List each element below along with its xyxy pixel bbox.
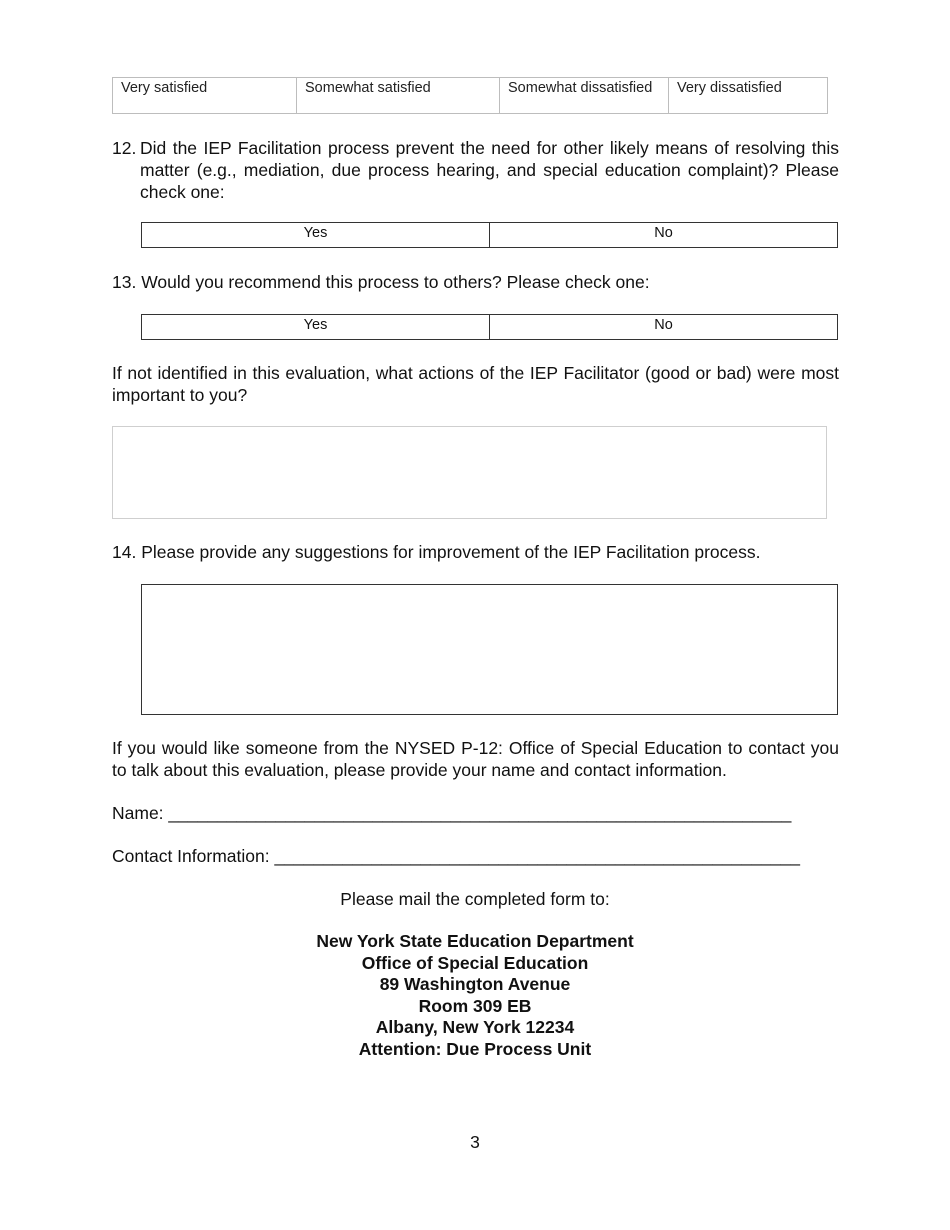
suggestions-response-box[interactable] [141,584,838,715]
q12-yes-no-table [141,222,838,248]
contact-field[interactable] [112,845,800,867]
name-blank-line[interactable]: ________________________________________________________________ [168,803,792,823]
option-very-satisfied[interactable]: Very satisfied [113,78,297,114]
q12-no-option[interactable]: No [489,223,837,247]
option-very-dissatisfied[interactable]: Very dissatisfied [669,78,828,114]
q12-number: 12. [112,138,137,158]
q13-yes-no-table [141,314,838,340]
name-label: Name: [112,803,164,823]
q13-yes-option[interactable]: Yes [303,317,328,333]
address-line: New York State Education Department [316,931,634,951]
option-somewhat-dissatisfied[interactable]: Somewhat dissatisfied [500,78,669,114]
address-line: Attention: Due Process Unit [358,1038,592,1059]
mail-instruction: Please mail the completed form to: [340,889,610,909]
page-number: 3 [470,1132,480,1152]
satisfaction-scale-table [112,77,828,114]
facilitator-actions-prompt: If not identified in this evaluation, what actions of the IEP Facilitator (good or bad) were most important to you? [112,363,839,405]
name-field[interactable] [112,802,791,824]
contact-prompt: If you would like someone from the NYSED P-12: Office of Special Education to contact you to talk about this evaluation, please provide your name and contact information. [112,738,839,780]
contact-label: Contact Information: [112,846,270,866]
q13-text: 13. Would you recommend this process to others? Please check one: [112,272,650,292]
facilitator-actions-response-box[interactable] [112,426,827,519]
address-line: Albany, New York 12234 [375,1017,575,1037]
address-line: 89 Washington Avenue [379,974,571,994]
q13-no-option[interactable]: No [489,315,837,339]
address-line: Office of Special Education [361,952,589,973]
q12-yes-option[interactable]: Yes [303,225,328,241]
contact-blank-line[interactable]: ______________________________________________________ [274,846,801,866]
q12-text: Did the IEP Facilitation process prevent the need for other likely means of resolving this matter (e.g., mediation, due process hearing, and special education complaint)? Please check one: [140,138,839,202]
q14-text: 14. Please provide any suggestions for improvement of the IEP Facilitation process. [112,542,761,562]
option-somewhat-satisfied[interactable]: Somewhat satisfied [297,78,500,114]
address-line: Room 309 EB [418,995,532,1016]
mailing-address [0,931,950,1060]
